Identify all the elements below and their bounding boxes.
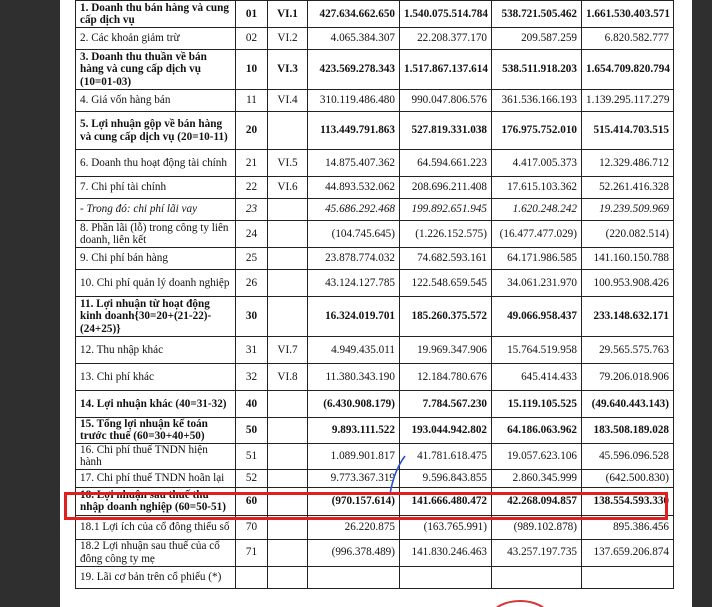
value-cell: 361.536.166.193 [492,90,582,112]
value-cell: 12.329.486.712 [582,150,674,177]
value-cell: 11.380.343.190 [308,364,400,391]
value-cell: 23.878.774.032 [308,248,400,270]
value-cell: (996.378.489) [308,539,400,566]
value-cell: 17.615.103.362 [492,177,582,199]
row-code: 51 [236,443,268,469]
row-label: 11. Lợi nhuận từ hoạt động kinh doanh{30=20+(21-22)-(24+25)} [76,297,236,337]
value-cell: 1.517.867.137.614 [400,50,492,90]
value-cell: 895.386.456 [582,515,674,539]
value-cell: 14.875.407.362 [308,150,400,177]
row-label: 12. Thu nhập khác [76,337,236,364]
value-cell: 176.975.752.010 [492,112,582,150]
value-cell: 49.066.958.437 [492,297,582,337]
row-code: 52 [236,469,268,487]
row-code: 26 [236,270,268,297]
viewer-right-margin [692,0,712,607]
value-cell: 9.893.111.522 [308,418,400,444]
value-cell: 113.449.791.863 [308,112,400,150]
row-note [268,248,308,270]
value-cell: (104.745.645) [308,221,400,248]
value-cell: (16.477.477.029) [492,221,582,248]
row-label: 18.2 Lợi nhuận sau thuế của cổ đông công ty mẹ [76,539,236,566]
row-code [236,566,268,588]
value-cell: 538.511.918.203 [492,50,582,90]
row-code: 02 [236,28,268,50]
table-row [76,199,674,221]
value-cell [308,566,400,588]
table-row [76,1,674,28]
value-cell: (49.640.443.143) [582,391,674,418]
income-statement-table [75,0,674,589]
row-note: VI.8 [268,364,308,391]
value-cell: 44.893.532.062 [308,177,400,199]
table-row [76,469,674,487]
row-note [268,221,308,248]
value-cell: 16.324.019.701 [308,297,400,337]
value-cell: 45.596.096.528 [582,443,674,469]
row-note [268,539,308,566]
value-cell: 208.696.211.408 [400,177,492,199]
value-cell: 43.257.197.735 [492,539,582,566]
row-label: 5. Lợi nhuận gộp về bán hàng và cung cấp dịch vụ (20=10-11) [76,112,236,150]
row-code: 01 [236,1,268,28]
value-cell: 1.089.901.817 [308,443,400,469]
row-code: 71 [236,539,268,566]
row-label: 13. Chi phí khác [76,364,236,391]
value-cell: 74.682.593.161 [400,248,492,270]
row-note [268,297,308,337]
row-label: 9. Chi phí bán hàng [76,248,236,270]
value-cell: 22.208.377.170 [400,28,492,50]
value-cell: 183.508.189.028 [582,418,674,444]
value-cell: 141.830.246.463 [400,539,492,566]
value-cell: 19.057.623.106 [492,443,582,469]
value-cell: 1.654.709.820.794 [582,50,674,90]
row-code: 23 [236,199,268,221]
value-cell [400,566,492,588]
row-note [268,112,308,150]
row-code: 60 [236,487,268,515]
table-row [76,297,674,337]
value-cell: 199.892.651.945 [400,199,492,221]
value-cell: 138.554.593.330 [582,487,674,515]
row-note [268,418,308,444]
value-cell: 122.548.659.545 [400,270,492,297]
value-cell: 64.171.986.585 [492,248,582,270]
value-cell: 515.414.703.515 [582,112,674,150]
row-note [268,199,308,221]
row-label: 3. Doanh thu thuần về bán hàng và cung cấp dịch vụ (10=01-03) [76,50,236,90]
row-code: 31 [236,337,268,364]
value-cell: 52.261.416.328 [582,177,674,199]
value-cell: (6.430.908.179) [308,391,400,418]
row-code: 32 [236,364,268,391]
table-row [76,90,674,112]
row-note [268,391,308,418]
table-row [76,50,674,90]
value-cell: 12.184.780.676 [400,364,492,391]
value-cell: 141.666.480.472 [400,487,492,515]
value-cell: 34.061.231.970 [492,270,582,297]
row-label: 4. Giá vốn hàng bán [76,90,236,112]
value-cell: (163.765.991) [400,515,492,539]
value-cell: 4.065.384.307 [308,28,400,50]
value-cell [492,566,582,588]
value-cell: 19.969.347.906 [400,337,492,364]
value-cell: (1.226.152.575) [400,221,492,248]
row-code: 10 [236,50,268,90]
value-cell: 990.047.806.576 [400,90,492,112]
value-cell: 9.773.367.319 [308,469,400,487]
value-cell: 193.044.942.802 [400,418,492,444]
table-row [76,443,674,469]
row-code: 20 [236,112,268,150]
row-label: 1. Doanh thu bán hàng và cung cấp dịch vụ [76,1,236,28]
value-cell: (220.082.514) [582,221,674,248]
value-cell: 645.414.433 [492,364,582,391]
value-cell: 310.119.486.480 [308,90,400,112]
row-note [268,487,308,515]
row-code: 50 [236,418,268,444]
table-row [76,487,674,515]
row-note: VI.4 [268,90,308,112]
value-cell: 427.634.662.650 [308,1,400,28]
table-row [76,270,674,297]
table-row [76,566,674,588]
table-row [76,391,674,418]
table-row [76,112,674,150]
pen-annotation-mark [385,454,409,498]
value-cell: 15.119.105.525 [492,391,582,418]
value-cell: 41.781.618.475 [400,443,492,469]
value-cell: 423.569.278.343 [308,50,400,90]
value-cell: 79.206.018.906 [582,364,674,391]
value-cell: 538.721.505.462 [492,1,582,28]
table-row [76,515,674,539]
value-cell: 42.268.094.857 [492,487,582,515]
table-row [76,221,674,248]
value-cell: 137.659.206.874 [582,539,674,566]
value-cell: 1.661.530.403.571 [582,1,674,28]
value-cell: 1.620.248.242 [492,199,582,221]
row-code: 22 [236,177,268,199]
value-cell: 15.764.519.958 [492,337,582,364]
value-cell: 100.953.908.426 [582,270,674,297]
value-cell: 1.139.295.117.279 [582,90,674,112]
row-label: 17. Chi phí thuế TNDN hoãn lại [76,469,236,487]
row-label: 10. Chi phí quản lý doanh nghiệp [76,270,236,297]
row-note: VI.2 [268,28,308,50]
row-label: 14. Lợi nhuận khác (40=31-32) [76,391,236,418]
value-cell [582,566,674,588]
value-cell: 527.819.331.038 [400,112,492,150]
value-cell: 6.820.582.777 [582,28,674,50]
table-row [76,248,674,270]
row-note: VI.1 [268,1,308,28]
value-cell: (642.500.830) [582,469,674,487]
row-label: - Trong đó: chi phí lãi vay [76,199,236,221]
row-label: 18. Lợi nhuận sau thuế thu nhập doanh nghiệp (60=50-51) [76,487,236,515]
row-note [268,270,308,297]
row-code: 25 [236,248,268,270]
row-code: 70 [236,515,268,539]
value-cell: 209.587.259 [492,28,582,50]
document-page [60,0,692,607]
row-code: 30 [236,297,268,337]
value-cell: (989.102.878) [492,515,582,539]
value-cell: 29.565.575.763 [582,337,674,364]
value-cell: 19.239.509.969 [582,199,674,221]
row-note [268,443,308,469]
value-cell: 1.540.075.514.784 [400,1,492,28]
table-row [76,150,674,177]
value-cell: 141.160.150.788 [582,248,674,270]
row-code: 21 [236,150,268,177]
viewer-left-margin [0,0,60,607]
table-row [76,337,674,364]
table-row [76,364,674,391]
row-note: VI.6 [268,177,308,199]
table-row [76,539,674,566]
row-label: 16. Chi phí thuế TNDN hiện hành [76,443,236,469]
value-cell: 9.596.843.855 [400,469,492,487]
table-row [76,418,674,444]
table-row [76,177,674,199]
row-note: VI.3 [268,50,308,90]
value-cell: 45.686.292.468 [308,199,400,221]
value-cell: 64.594.661.223 [400,150,492,177]
value-cell: 7.784.567.230 [400,391,492,418]
row-note [268,566,308,588]
row-label: 15. Tổng lợi nhuận kế toán trước thuế (60=30+40+50) [76,418,236,444]
row-label: 7. Chi phí tài chính [76,177,236,199]
row-note [268,515,308,539]
red-stamp-arc [490,596,550,607]
row-note [268,469,308,487]
value-cell: 64.186.063.962 [492,418,582,444]
row-code: 24 [236,221,268,248]
row-note: VI.5 [268,150,308,177]
value-cell: 233.148.632.171 [582,297,674,337]
value-cell: 26.220.875 [308,515,400,539]
row-label: 18.1 Lợi ích của cổ đông thiểu số [76,515,236,539]
row-note: VI.7 [268,337,308,364]
row-label: 8. Phần lãi (lỗ) trong công ty liên doanh, liên kết [76,221,236,248]
value-cell: 185.260.375.572 [400,297,492,337]
row-code: 40 [236,391,268,418]
value-cell: (970.157.614) [308,487,400,515]
row-label: 2. Các khoản giảm trừ [76,28,236,50]
row-code: 11 [236,90,268,112]
value-cell: 43.124.127.785 [308,270,400,297]
row-label: 6. Doanh thu hoạt động tài chính [76,150,236,177]
table-row [76,28,674,50]
value-cell: 4.949.435.011 [308,337,400,364]
value-cell: 4.417.005.373 [492,150,582,177]
row-label: 19. Lãi cơ bản trên cổ phiếu (*) [76,566,236,588]
value-cell: 2.860.345.999 [492,469,582,487]
